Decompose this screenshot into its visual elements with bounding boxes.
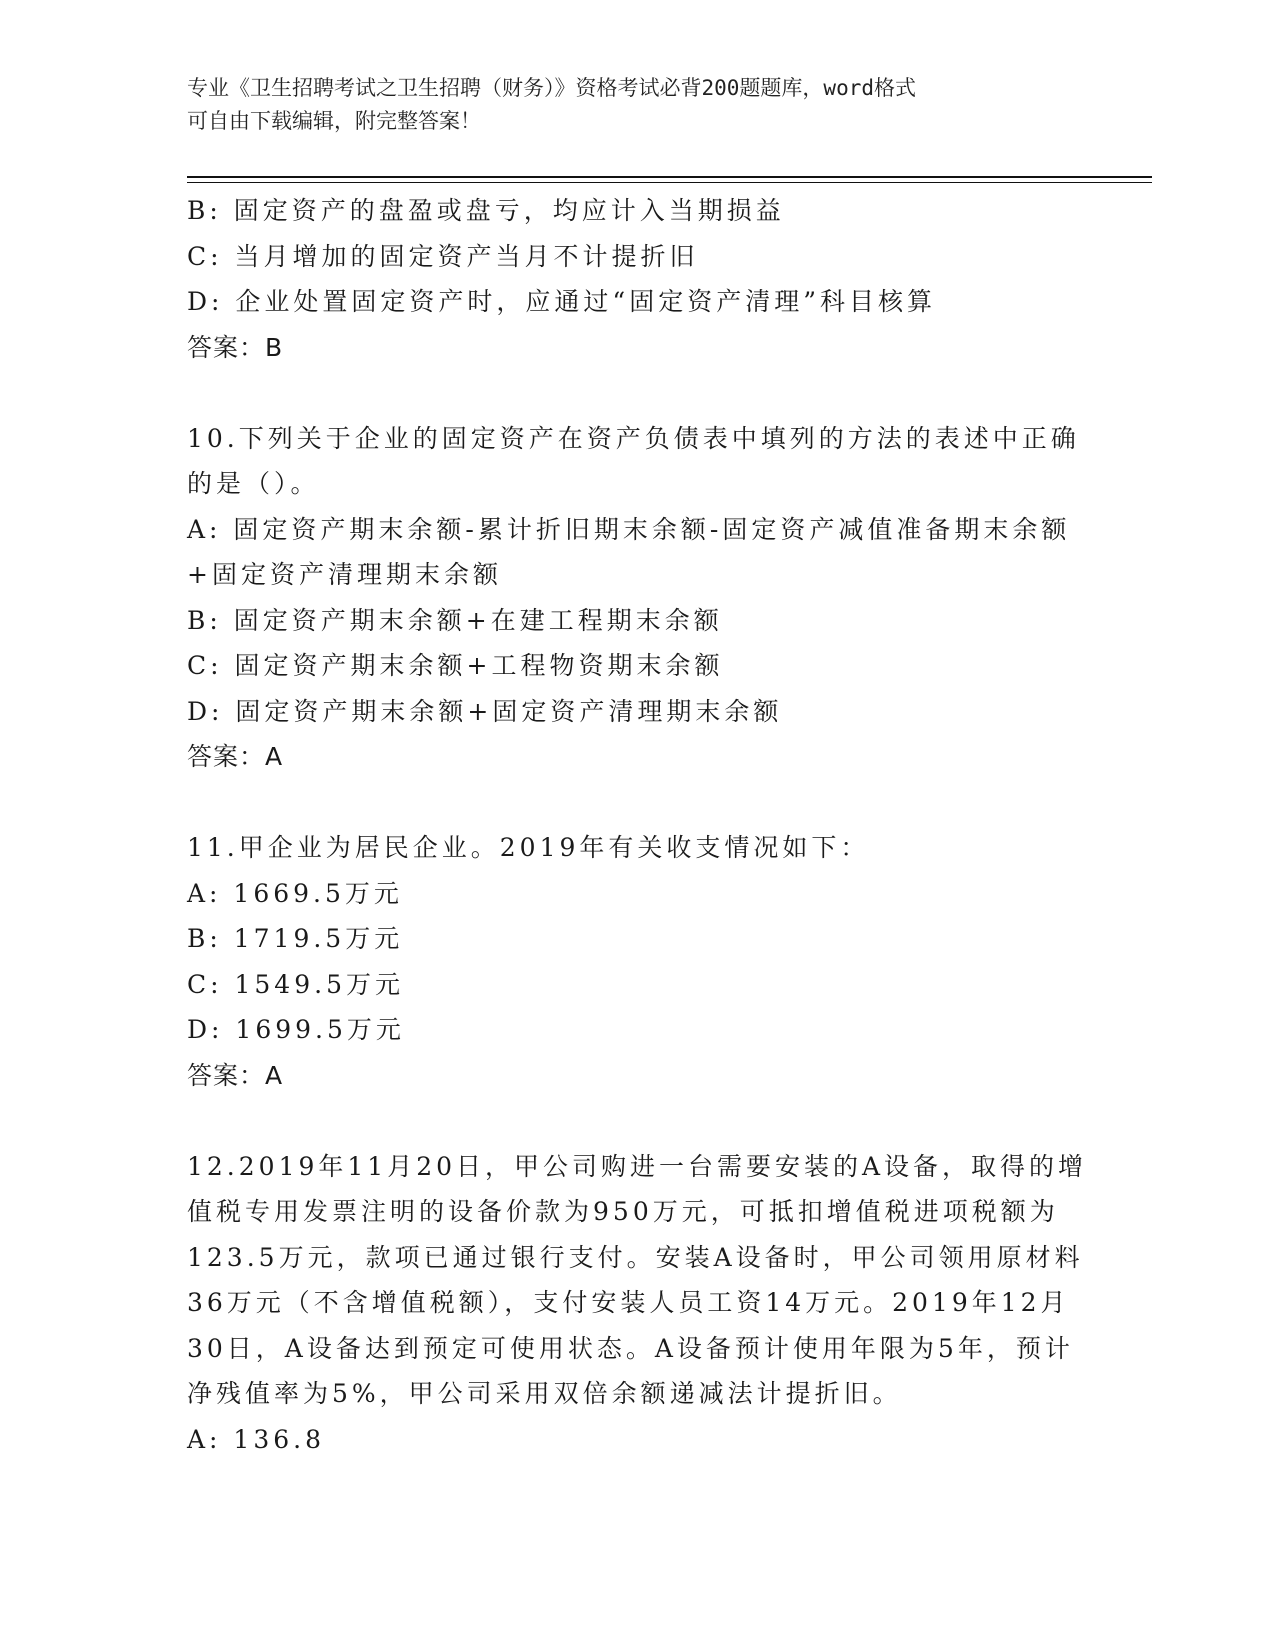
answer-line: 答案：A (187, 1060, 284, 1090)
option-a: A: 136.8 (187, 1424, 325, 1454)
header-title-line1: 专业《卫生招聘考试之卫生招聘（财务）》资格考试必背200题题库，word格式 (187, 76, 916, 100)
question-stem-line: 36万元（不含增值税额），支付安装人员工资14万元。2019年12月 (187, 1288, 1070, 1317)
option-c: C: 固定资产期末余额+工程物资期末余额 (187, 651, 724, 680)
option-a: A: 1669.5万元 (187, 878, 403, 908)
option-a: A: 固定资产期末余额-累计折旧期末余额-固定资产减值准备期末余额 (187, 514, 1071, 544)
option-b: B: 固定资产期末余额+在建工程期末余额 (187, 605, 723, 635)
question-stem-line: 12.2019年11月20日，甲公司购进一台需要安装的A设备，取得的增 (187, 1151, 1088, 1181)
option-d: D: 企业处置固定资产时，应通过“固定资产清理”科目核算 (187, 287, 936, 316)
question-stem-line: 10.下列关于企业的固定资产在资产负债表中填列的方法的表述中正确 (187, 423, 1080, 453)
option-c: C: 1549.5万元 (187, 969, 404, 999)
option-c: C: 当月增加的固定资产当月不计提折旧 (187, 241, 699, 271)
answer-line: 答案：B (187, 332, 284, 362)
answer-line: 答案：A (187, 742, 284, 771)
option-b: B: 1719.5万元 (187, 924, 404, 953)
question-stem-line: 123.5万元，款项已通过银行支付。安装A设备时，甲公司领用原材料 (187, 1242, 1084, 1272)
header-divider-thin (187, 182, 1152, 183)
option-a-continued: +固定资产清理期末余额 (187, 560, 502, 589)
question-stem-line: 30日，A设备达到预定可使用状态。A设备预计使用年限为5年，预计 (187, 1333, 1074, 1363)
question-10 (187, 416, 1087, 780)
question-stem-line: 的是（）。 (187, 469, 320, 498)
question-11 (187, 825, 1087, 1098)
question-12 (187, 1144, 1087, 1463)
spacer (187, 1098, 1087, 1144)
question-stem-line: 净残值率为5%，甲公司采用双倍余额递减法计提折旧。 (187, 1379, 902, 1408)
document-body (187, 188, 1087, 1462)
question-9 (187, 188, 1087, 370)
option-d: D: 1699.5万元 (187, 1015, 405, 1044)
header-divider-thick (187, 176, 1152, 178)
header-title-line2: 可自由下载编辑，附完整答案！ (187, 109, 481, 133)
question-stem: 11.甲企业为居民企业。2019年有关收支情况如下： (187, 833, 870, 862)
spacer (187, 370, 1087, 416)
document-header (187, 72, 1087, 138)
spacer (187, 780, 1087, 826)
option-b: B: 固定资产的盘盈或盘亏，均应计入当期损益 (187, 196, 785, 225)
option-d: D: 固定资产期末余额+固定资产清理期末余额 (187, 696, 783, 726)
question-stem-line: 值税专用发票注明的设备价款为950万元，可抵扣增值税进项税额为 (187, 1197, 1059, 1226)
